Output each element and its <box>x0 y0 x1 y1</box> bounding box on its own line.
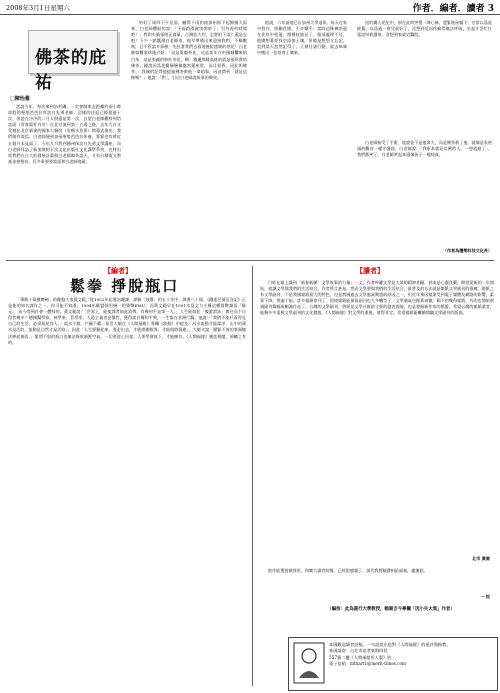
article2-body <box>8 297 246 685</box>
page-header <box>0 0 500 15</box>
article2-title: 鬆拳 掙脫瓶口 <box>70 277 180 295</box>
submission-text <box>329 642 494 667</box>
article1-title: 佛茶的庇祐 <box>35 48 107 93</box>
submission-line1: 本國歡迎讀者投稿，一句話說出您對《人間福報》的批評與指教。 <box>329 642 451 647</box>
article1-col-far1-text: 扭的鋤入花紀中，卻在此時突覺一陣心痛，趕緊進屋躺下，往常以爲是疲累，以爲過一會兒就好了，沒想到反而疼痛得無法呼吸，坐起才急忙打電話叫救護車，沒想到家就近醫院。 <box>357 20 492 38</box>
article1-title-box <box>28 30 118 93</box>
header-section: 作者．編者．讀者 3 <box>412 4 494 14</box>
submission-box <box>288 637 498 691</box>
article3-signature: 北市 黃雷 <box>472 556 490 561</box>
article1-author: □陳怡蓁 <box>10 96 30 102</box>
stamp-icon <box>293 642 325 684</box>
submission-line2: 來函請寄：台北市忠孝東路四段 <box>329 648 388 654</box>
article1-col-far2-text: 白老師接受了手術，他說並不是他命大，而是佛茶救了他。就像是家裡頭的觀音一樣守護他。白老師說：「我原本就是信佛的人，一想就通了」，我們都笑了，白老師笑起來還像孩子一樣純真。 <box>357 140 492 158</box>
editor-tag: 【編者】 <box>104 266 132 275</box>
article1-col-far1 <box>357 20 492 138</box>
article1-col-right-text: 他說，六年前他已自加州大學退休，每天在家中寫作，照顧花園，不亦樂乎。當時這株佛茶還在花紅中枯萎，慢慢枝抽長了，根部處理不佳，他總想著要找空添加土壤，但總是想想又忘記。直到某天忽然記得了，立刻付諸行動，就去車庫中搬出一包培育土壤來， <box>257 20 347 56</box>
article3-signature2: 一 拙 <box>480 594 490 599</box>
article1-col-left <box>8 104 121 258</box>
article1-col-right <box>257 20 347 258</box>
vertical-divider <box>252 266 253 686</box>
article1-col-mid <box>131 20 247 258</box>
article1-col-far2 <box>357 140 492 248</box>
article1-col-mid-text: 約好了周四下午見面，翻得下雨的南加州卻下起綿綿大雨來，白老師體貼的說：「下雨路滑就別開車了，另外再約時間吧！」我和夫婿張明正商量，台灣放大約，怎會怕下雨？還是去吧！下午一點瓢潑白老師家，他早準備出來迎接我們，不顧數秋，且不管請多事務，先拉著我們去看他後院盛開的茶花！白老師如數家珍地介紹：「這是重瓣茶花，這是某年在中國城攤來的白茶，這是張鍾的粉紅茶花，啊！牆邊那樣高挑的就是很珍貴的佛茶，鍾說因爲花瓣層層像龍宮蓮座狀，而且很香，因此叫佛茶。」我端的記得他提過佛茶救他一命的事，因此問到「就是這棵嗎？」他說：「對」，引出白老師說故事的興致。 <box>131 20 247 80</box>
horizontal-divider <box>6 260 494 261</box>
article1-col-left-text: 話說今年，每次來到洛杉磯，一定會開車去距離約兩小時車程的聖塔芭芭拉拜訪白先勇老師。這樣的往返已經超過十次，但是在冷冷的二月天倒還是第一次。自從白老師觀察到的話面（青春版牡丹亭）在北京演到第一百場之後，去年九月又受邀在北京新建的國家大劇院（俗稱水煮蛋）開幕式演出，我們與有榮焉。白老師便到加州聖塔芭芭拉休養，算算也有時近五個月未見面了。今年九月我到德州探訪白先勇文學講座，而白老師拜訪了新加坡的下次文化出版社文化講學系列，也特出席我們在台大的發展計畫與白老師喝茶談天，又有台積電文教基金會相扶，好多事要要當面和白老師商量。 <box>8 104 121 164</box>
submission-line4: 電子信箱：mtnart1@merit-times.com <box>329 660 406 666</box>
article2-body-text: 「筆勝十萬橫磨劍」的鍵盤大家黃文範，從1952年起專治翻譯，譯稿「效聲」的五十年中，譯書八十冊，《鐵達尼號沉沒記》正是他的知名譯作之一。你可能不知道，1994年歐盟採用統一的貨幣EMU，而黃文範早在1991年爲文力主稱這種貨幣譯爲「歐元」，而今得到社會一體採用。黃文範說：「世界上，能使譯者如此流傳，有幾何乎是第一人。」人生能如此「傻游滑泳」無往而不自得者幾多？德國醫學家、神學家、哲學家、人道主義者史懷哲，獲得諾貝爾和平獎，一生都在非洲行醫。他說：「我們不能只看得見自己的生活，必須看見別人。」流水不腐，戶樞不蠹。星雲大師在《人間福報》專欄《流動》中提及「河水流動才能潔淨，山中的溪水是活的，流動是自然才是活路。」因此「人生要動起來，要走出去，才能開闊視界，才能與時俱進」。大師又說「握緊不放的拳頭無法捧起東西。」緊閉不放的瓶口也無法吸收新鮮空氣。一切要從心出發。人要學會放下，才能擁有。《人間福報》應您相隨，卻曠之有時。 <box>8 297 246 345</box>
reader-tag: 【讀者】 <box>356 266 384 275</box>
article3-note: （編按：此為義行大學教授，賴珮吉今專欄「因小失大集」作者） <box>327 607 455 612</box>
article1-signature: （作者為趨勢科技文化長） <box>442 248 492 253</box>
header-date: 2008年3月1日星期六 <box>6 4 70 12</box>
article3-closing-text: 拙作能獲賞報採用，和廣大讀者結緣，已經很感謝了。請代我將稿費捐給福報，謝謝您。 <box>268 568 428 573</box>
submission-line3: 557號二樓《人間福報用人版》收 <box>329 654 392 660</box>
article3-body-text: 日昨在報上讀到「新春新願：文學故事的力量」一文，作者呼籲文學是大眾的精神食糧，甚或是心靈良藥，期望從新的一年開始，就讓文學與我們的生活結合。作者所言甚是。然而文學要與我們的生活結合，最普及的方法就是報紙文學副刊的推廣。報紙之有文學副刊，不是我國報紙最大的特色，也是我國過去文學風氣興盛的原因之一，但近年來因報業受到電子媒體及網路的影響，素質下降，普遍不振。許多報紙停刊了，即使報紙能保留副刊也大多轉型了，文學風氣也跟著衰微。剩下的幾份報紙，有的也開始削減副刊篇幅或刪減作品了。台灣的文學副刊，曾經是文學社群最主要的發表園地，也是發掘新作家的搖籃。希望台灣的報紙業者，能夠多多重視文學副刊的文化價值。《人間福報》對文學的重視，值得肯定。希望報紙能繼續開闢文學副刊的版面。 <box>260 280 494 316</box>
article3-body <box>260 280 494 554</box>
article3-closing <box>260 568 494 592</box>
